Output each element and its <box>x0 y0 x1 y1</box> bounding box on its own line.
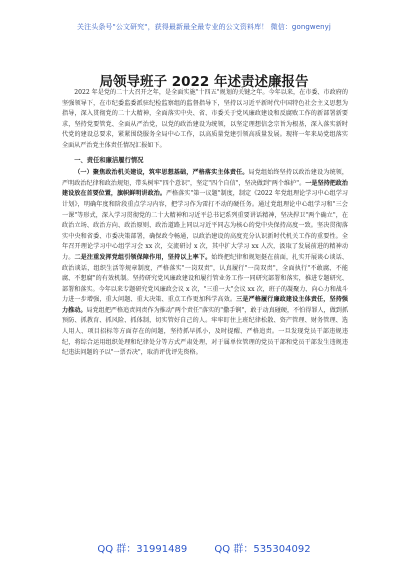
qq-group-1: QQ 群：31991489 <box>97 544 188 555</box>
section-paragraph <box>62 168 348 359</box>
intro-paragraph: 2022 年是党的二十大召开之年，是全面实施"十四五"规划的关键之年。今年以来，在市委、市政府的坚强领导下，在市纪委监委派驻纪检监察组的监督指导下，坚持以习近平新时代中国特色社会主义思想为指导，深入贯彻党的二十大精神，全面落实中央、省、市委关于党风廉政建设和反腐败工作的新部署新要求，坚持党要管党、全面从严治党，以党的政治建设为统领，以坚定理想信念宗旨为根基，深入落实新时代党的建设总要求，紧紧围绕服务全局中心工作，以高质量党建引领高质量发展。现将一年来局党组落实全面从严治党主体责任情况汇报如下。 <box>62 89 348 149</box>
footer-contacts <box>0 540 408 555</box>
point-heading-2: 二是注重发挥党组引领保障作用，坚持以上率下。 <box>74 253 212 261</box>
point-text-2: 始终把纪律和规矩挺在前面，扎实开展谈心谈话、政治谈话，组织生活等规章制度，严格落实"一岗双责"，认真履行"一岗双责"，全面执行"不敢腐、不能腐、不想腐"的有效机制。坚持研究党风廉政建设和履行管业务工作一同研究部署和落实，推进专题研究、部署和落实。今年以来专题研究党风廉政会议 x 次，"三重一大"会议 xx 次，班子的凝聚力、向心力和战斗力进一步增强，重大问题、重大决策、重点工作更加科学高效。 <box>62 253 349 304</box>
document-body <box>62 88 348 359</box>
point-text-3: 局党组把严格追责问责作为推动"两个责任"落实的"撒手锏"，敢于动真碰硬，不怕得罪人，做到抓预防、抓教育、抓风险、抓体制，切实管好自己的人。牢牢盯住上班纪律松散、资产管理、财务管理、选人用人、项目招标等方面存在的问题，坚持抓早抓小，及时提醒、严格追责。一旦发现党员干部违规违纪，将综合运用组织处理和纪律处分等方式严肃处理，对于属单位管理的党员干部和党员干部发生违规违纪违法问题的予以"一票否决"，取消评优评先资格。 <box>62 306 348 357</box>
lead-heading: （一）聚焦政治机关建设，筑牢思想基础，严格落实主体责任。 <box>74 169 249 177</box>
point-heading-1: 一是坚持把政治建设放在首要位置，旗帜鲜明讲政治。 <box>62 179 349 198</box>
document-title: 局领导班子 2022 年述责述廉报告 <box>99 74 309 90</box>
point-text-1: 严格落实"第一议题"制度，制定《2022 年党组理论学习中心组学习计划》，明确年度和阶段重点学习内容，把学习作为雷打不动的硬任务。通过党组理论中心组学习和"三会一课"等形式，深入学习贯彻党的二十大精神和习近平总书记系列重要讲话精神，坚决捍卫"两个确立"，在政治立场、政治方向、政治原则、政治道路上同以习近平同志为核心的党中央保持高度一致。坚决贯彻落实中央和省委、市委决策部署，确保政令畅通，以政治建设的高度充分认识新时代机关工作的重要性。全年召开理论学习中心组学习会 xx 次，交流研讨 x 次，其中扩大学习 xx 人次，汲取了发展前进的精神动力。 <box>62 190 348 261</box>
section-heading: 一、责任和廉洁履行情况 <box>74 156 144 164</box>
paragraph-text: 局党组始终坚持以政治建设为统领，严明政治纪律和政治规矩，带头树牢"四个意识"，坚定"四个自信"，坚决做到"两个维护"。 <box>62 169 348 187</box>
qq-group-2: QQ 群：535304092 <box>214 544 311 555</box>
point-heading-3: 三是严格履行廉政建设主体责任，坚持强力推动。 <box>62 296 349 314</box>
header-banner: 关注头条号"公文研究"，获得最新最全最专业的公文资料库！ 微信：gongwenyj <box>77 23 331 31</box>
